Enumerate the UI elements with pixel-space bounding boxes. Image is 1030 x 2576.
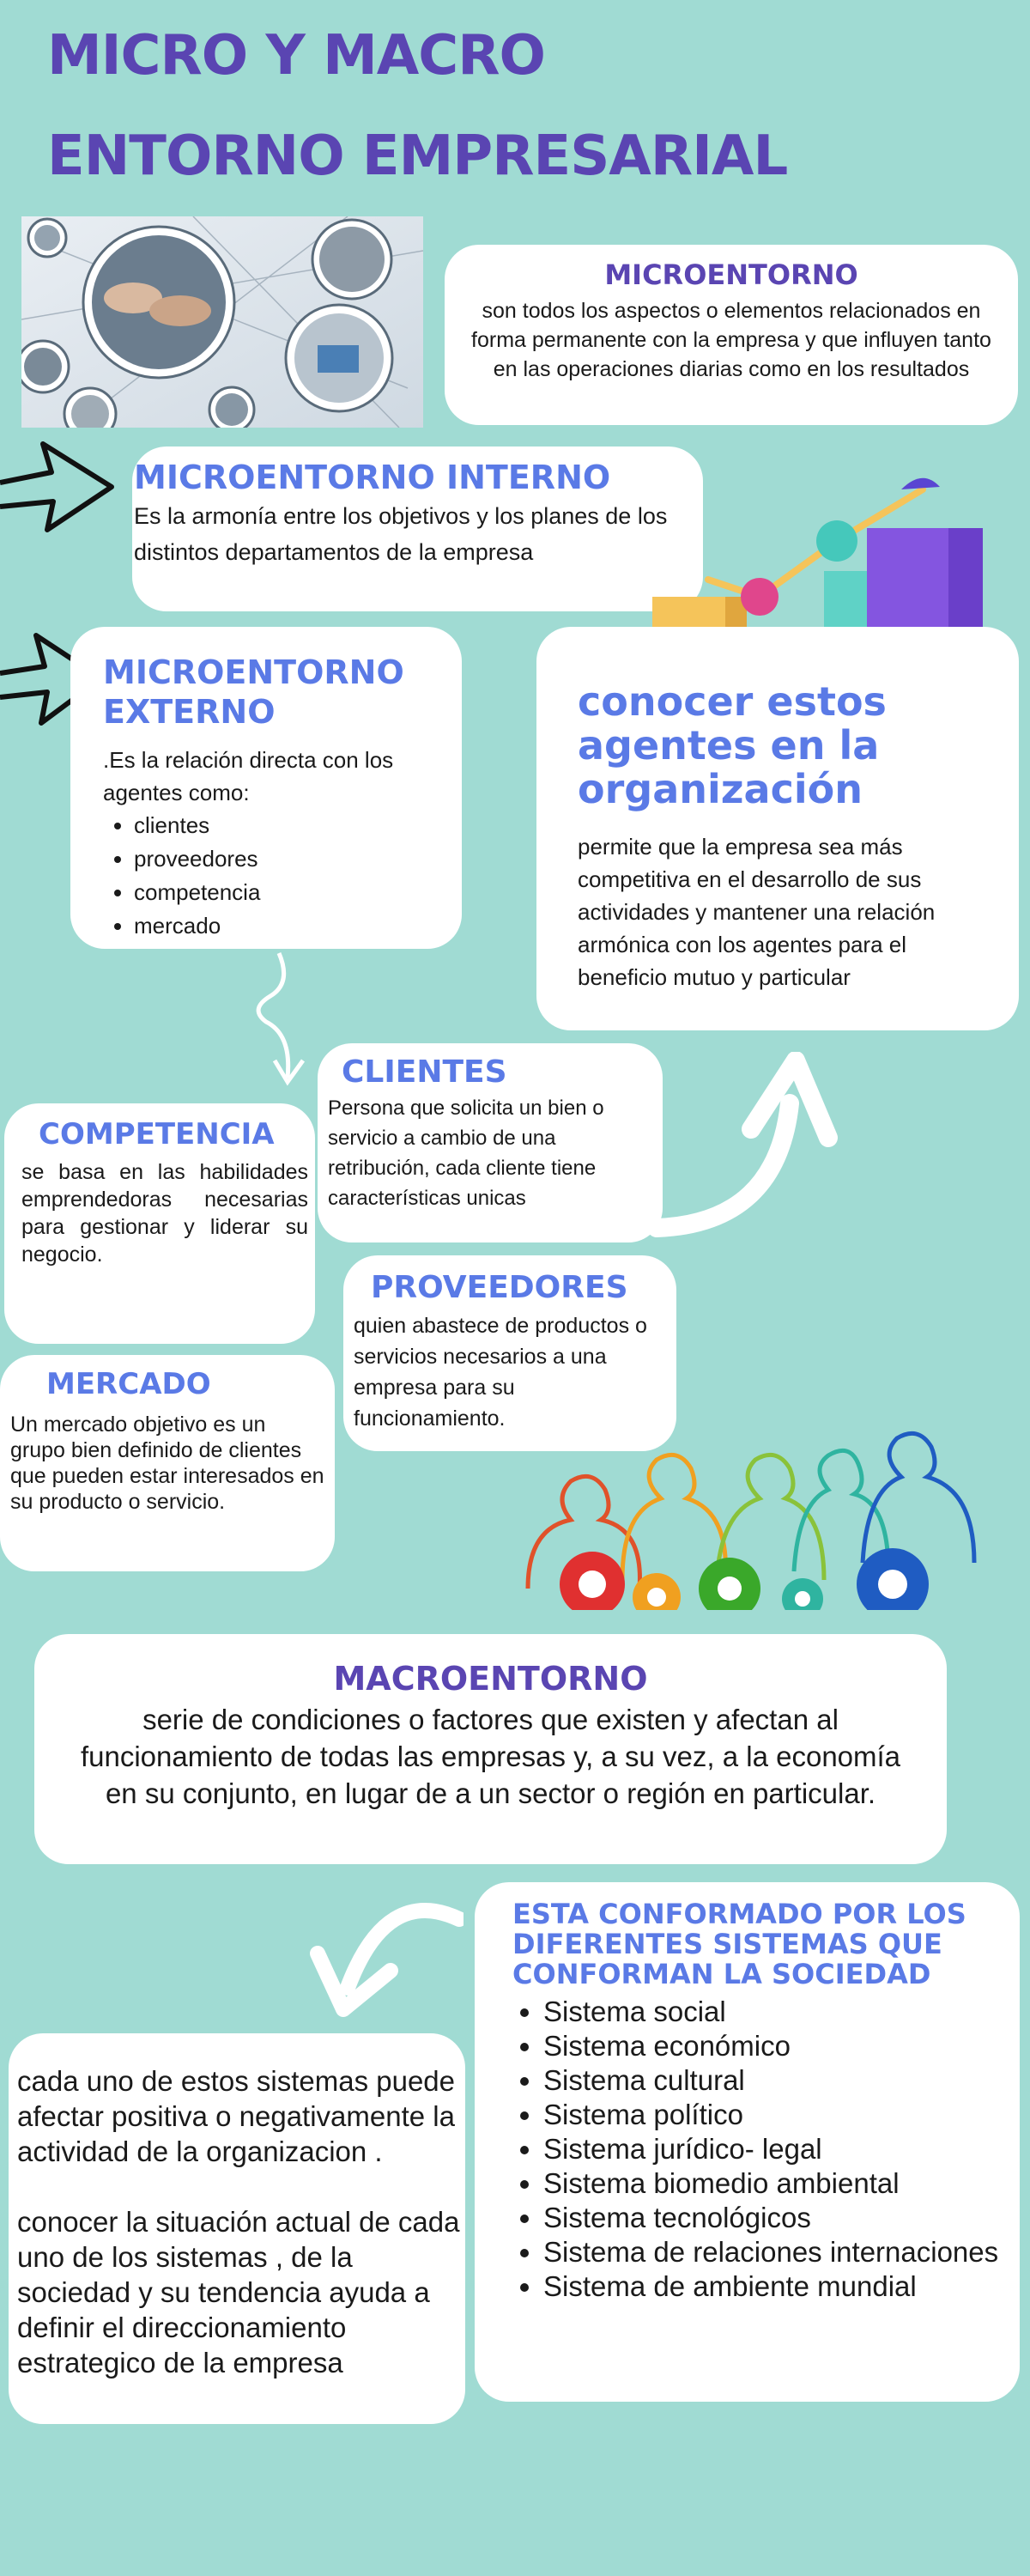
sistemas-heading: ESTA CONFORMADO POR LOS DIFERENTES SISTEMAS QUE CONFORMAN LA SOCIEDAD: [512, 1898, 966, 1990]
macroentorno-text: serie de condiciones o factores que existen y afectan al funcionamiento de todas las empresas y, a su vez, a la economía en su conjunto, en lugar de a un sector o región en particular.: [80, 1704, 901, 1809]
list-item: • Sistema social: [543, 1995, 1003, 2029]
competencia-text: se basa en las habilidades emprendedoras necesarias para gestionar y liderar su negocio.: [21, 1160, 308, 1267]
arrow-right-icon: [0, 440, 120, 538]
interno-heading: MICROENTORNO INTERNO: [134, 459, 611, 496]
title-line-2: ENTORNO EMPRESARIAL: [47, 125, 788, 188]
microentorno-text: son todos los aspectos o elementos relacionados en forma permanente con la empresa y que influyen tanto en las operaciones diarias como en los resultados: [471, 299, 991, 381]
sistemas-list: [512, 1995, 1003, 2304]
externo-heading-line-2: EXTERNO: [103, 693, 276, 731]
interno-text: Es la armonía entre los objetivos y los planes de los distintos departamentos de la empresa: [134, 503, 668, 565]
title-line-1: MICRO Y MACRO: [47, 24, 545, 88]
list-item: • Sistema político: [543, 2098, 1003, 2132]
macroentorno-card: [34, 1634, 947, 1864]
conocer-agentes-card: [536, 627, 1019, 1030]
list-item: • Sistema cultural: [543, 2063, 1003, 2098]
competencia-card: [4, 1103, 315, 1344]
mercado-card: [0, 1355, 335, 1571]
proveedores-text: quien abastece de productos o servicios necesarios a una empresa para su funcionamiento.: [354, 1314, 647, 1431]
clientes-card: [318, 1043, 663, 1242]
list-item: • clientes: [134, 809, 445, 842]
externo-intro: .Es la relación directa con los agentes como:: [103, 747, 394, 805]
efecto-paragraph-1: cada uno de estos sistemas puede afectar positiva o negativamente la actividad de la organizacion .: [17, 2065, 456, 2167]
teamwork-gears-illustration: [519, 1417, 987, 1613]
competencia-heading: COMPETENCIA: [39, 1117, 275, 1151]
microentorno-interno-card: [132, 447, 703, 611]
efecto-sistemas-card: [9, 2033, 465, 2424]
list-item: • competencia: [134, 876, 445, 909]
proveedores-heading: PROVEEDORES: [371, 1270, 628, 1305]
curved-arrow-left-icon: [300, 1893, 464, 2026]
efecto-paragraph-2: conocer la situación actual de cada uno de los sistemas , de la sociedad y su tendencia ayuda a definir el direccionamiento estrategico de la empresa: [17, 2206, 460, 2379]
externo-heading-line-1: MICROENTORNO: [103, 653, 404, 691]
clientes-heading: CLIENTES: [342, 1054, 507, 1090]
macroentorno-heading: MACROENTORNO: [333, 1660, 648, 1698]
mercado-heading: MERCADO: [46, 1367, 211, 1401]
microentorno-heading: MICROENTORNO: [604, 258, 858, 291]
curved-arrow-up-icon: [648, 1052, 854, 1244]
list-item: • Sistema biomedio ambiental: [543, 2166, 1003, 2201]
list-item: • proveedores: [134, 842, 445, 876]
curved-arrow-down-icon: [245, 949, 322, 1090]
list-item: • Sistema de ambiente mundial: [543, 2269, 1003, 2304]
list-item: • Sistema de relaciones internaciones: [543, 2235, 1003, 2269]
clientes-text: Persona que solicita un bien o servicio a cambio de una retribución, cada cliente tiene características unicas: [328, 1097, 604, 1210]
business-network-photo: [21, 216, 423, 428]
list-item: • mercado: [134, 909, 445, 943]
microentorno-card: [445, 245, 1018, 425]
sistemas-card: [475, 1882, 1020, 2402]
mercado-text: Un mercado objetivo es un grupo bien definido de clientes que pueden estar interesados en su producto o servicio.: [10, 1413, 324, 1514]
list-item: • Sistema jurídico- legal: [543, 2132, 1003, 2166]
conocer-text: permite que la empresa sea más competitiva en el desarrollo de sus actividades y mantener una relación armónica con los agentes para el beneficio mutuo y particular: [578, 834, 936, 990]
conocer-heading: conocer estos agentes en la organización: [578, 678, 887, 812]
microentorno-externo-card: [70, 627, 462, 949]
list-item: • Sistema económico: [543, 2029, 1003, 2063]
list-item: • Sistema tecnológicos: [543, 2201, 1003, 2235]
externo-agent-list: [103, 809, 445, 943]
